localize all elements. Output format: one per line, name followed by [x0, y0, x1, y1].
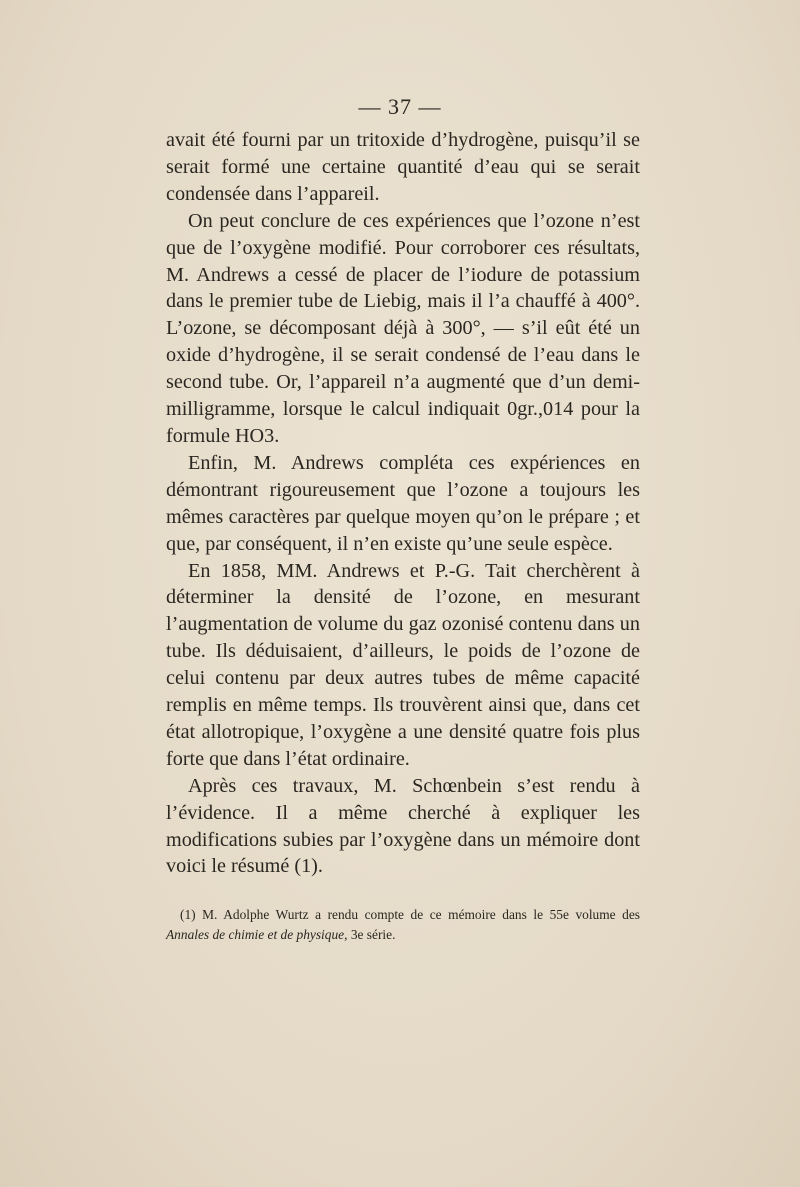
body-text — [166, 127, 640, 880]
footnote-text — [166, 905, 640, 945]
paragraph-5: Après ces travaux, M. Schœnbein s’est rendu à l’évidence. Il a même cherché à expliquer les modifications subies par l’oxygène dans un mémoire dont voici le résumé (1). — [166, 774, 640, 878]
paragraph-1: avait été fourni par un tritoxide d’hydrogène, puisqu’il se serait formé une certaine quantité d’eau qui se serait condensée dans l’appareil. — [166, 129, 640, 205]
footnote — [166, 905, 640, 945]
paragraph-3: Enfin, M. Andrews compléta ces expériences en démontrant rigoureusement que l’ozone a toujours les mêmes caractères par quelque moyen qu’on le prépare ; et que, par conséquent, il n’en existe qu’une seule espèce. — [166, 451, 640, 555]
paragraph-2: On peut conclure de ces expériences que l’ozone n’est que de l’oxygène modifié. Pour corroborer ces résultats, M. Andrews a cessé de placer de l’iodure de potassium dans le premier tube de Liebig, mais il l’a chauffé à 400°. L’ozone, se décomposant déjà à 300°, — s’il eût été un oxide d’hydrogène, il se serait condensé de l’eau dans le second tube. Or, l’appareil n’a augmenté que d’un demi-milligramme, lorsque le calcul indiquait 0gr.,014 pour la formule HO3. — [166, 209, 640, 447]
footnote-text-start: (1) M. Adolphe Wurtz a rendu compte de ce mémoire dans le 55e volume des — [180, 907, 640, 922]
page-number: — 37 — — [358, 94, 442, 119]
footnote-text-end: , 3e série. — [344, 927, 396, 942]
paragraph-4: En 1858, MM. Andrews et P.-G. Tait cherchèrent à déterminer la densité de l’ozone, en mesurant l’augmentation de volume du gaz ozonisé contenu dans un tube. Ils déduisaient, d’ailleurs, le poids de l’ozone de celui contenu par deux autres tubes de même capacité remplis en même temps. Ils trouvèrent ainsi que, dans cet état allotropique, l’oxygène a une densité quatre fois plus forte que dans l’état ordinaire. — [166, 559, 640, 770]
footnote-journal-title: Annales de chimie et de physique — [166, 927, 345, 942]
